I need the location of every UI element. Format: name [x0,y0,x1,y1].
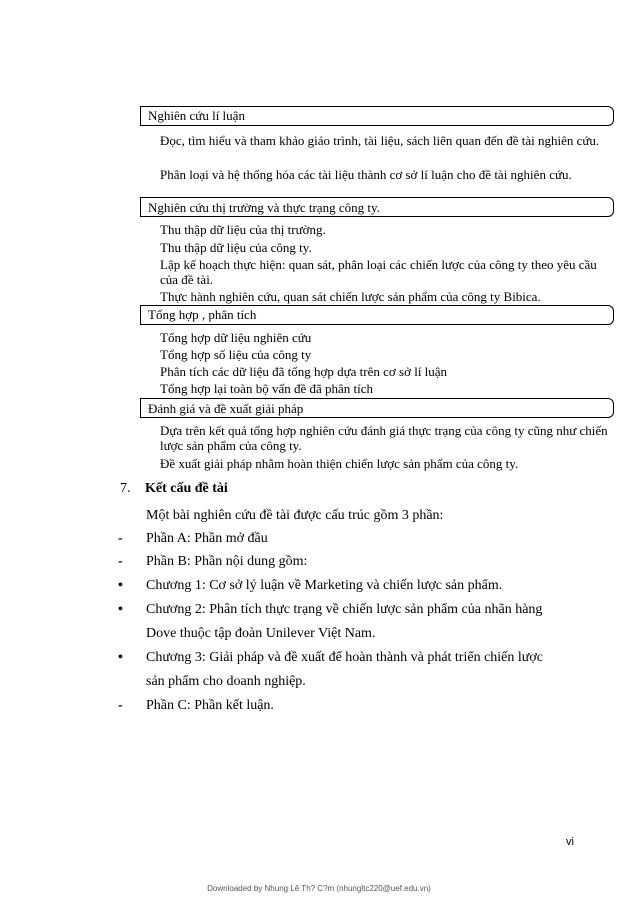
part-b: Phần B: Phần nội dung gồm: [146,554,308,569]
section-3-item-3: Phân tích các dữ liệu đã tổng hợp dựa trên cơ sở lí luận [160,364,448,379]
section-title-3: Tổng hợp , phân tích [148,307,257,322]
part-c: Phần C: Phần kết luận. [146,698,274,713]
chapter-3-line-2: sản phẩm cho doanh nghiệp. [146,674,306,689]
chapter-1: Chương 1: Cơ sở lý luận về Marketing và chiến lược sản phẩm. [146,578,503,593]
section-1-item-1: Đọc, tìm hiểu và tham khảo giáo trình, tài liệu, sách liên quan đến đề tài nghiên cứu. [160,133,600,148]
section-2-item-1: Thu thập dữ liệu của thị trường. [160,222,326,237]
section-2-item-3: Lập kế hoạch thực hiện: quan sát, phân loại các chiến lược của công ty theo yêu cầu của đề tài. [160,257,597,287]
section-3-item-1: Tổng hợp dữ liệu nghiên cứu [160,330,312,345]
list-marker-dash: - [118,531,123,546]
section-1-item-2: Phân loại và hệ thống hóa các tài liệu thành cơ sở lí luận cho đề tài nghiên cứu. [160,167,572,182]
section-3-item-2: Tổng hợp số liệu của công ty [160,347,312,362]
section-title-2: Nghiên cứu thị trường và thực trạng công ty. [148,200,380,215]
chapter-2-line-1: Chương 2: Phân tích thực trạng về chiến lược sản phẩm của nhãn hàng [146,602,543,617]
section-title-1: Nghiên cứu lí luận [148,108,245,123]
page-number: vi [566,836,574,848]
section-heading: Kết cấu đề tài [145,481,228,496]
section-4-item-1: Dựa trên kết quả tổng hợp nghiên cứu đánh giá thực trạng của công ty cũng như chiến lược sản phẩm của công ty. [160,423,608,453]
section-2-item-4: Thực hành nghiên cứu, quan sát chiến lược sản phẩm của công ty Bibica. [160,289,541,304]
list-marker-bullet: • [118,602,123,617]
section-title-4: Đánh giá và đề xuất giải pháp [148,401,304,416]
chapter-2-line-2: Dove thuộc tập đoàn Unilever Việt Nam. [146,626,376,641]
section-4-item-2: Đề xuất giải pháp nhằm hoàn thiện chiến lược sản phẩm của công ty. [160,456,519,471]
list-marker-dash: - [118,698,123,713]
list-marker-dash: - [118,554,123,569]
chapter-3-line-1: Chương 3: Giải pháp và đề xuất để hoàn thành và phát triển chiến lược [146,650,543,665]
list-marker-bullet: • [118,650,123,665]
download-footer: Downloaded by Nhung Lê Th? C?m (nhungltc220@uef.edu.vn) [207,884,431,893]
section-3-item-4: Tổng hợp lại toàn bộ vấn đề đã phân tích [160,381,374,396]
intro-text: Một bài nghiên cứu đề tài được cấu trúc gồm 3 phần: [146,508,444,523]
part-a: Phần A: Phần mở đầu [146,531,268,546]
list-marker-bullet: • [118,578,123,593]
section-2-item-2: Thu thập dữ liệu của công ty. [160,240,312,255]
heading-number: 7. [120,481,131,496]
